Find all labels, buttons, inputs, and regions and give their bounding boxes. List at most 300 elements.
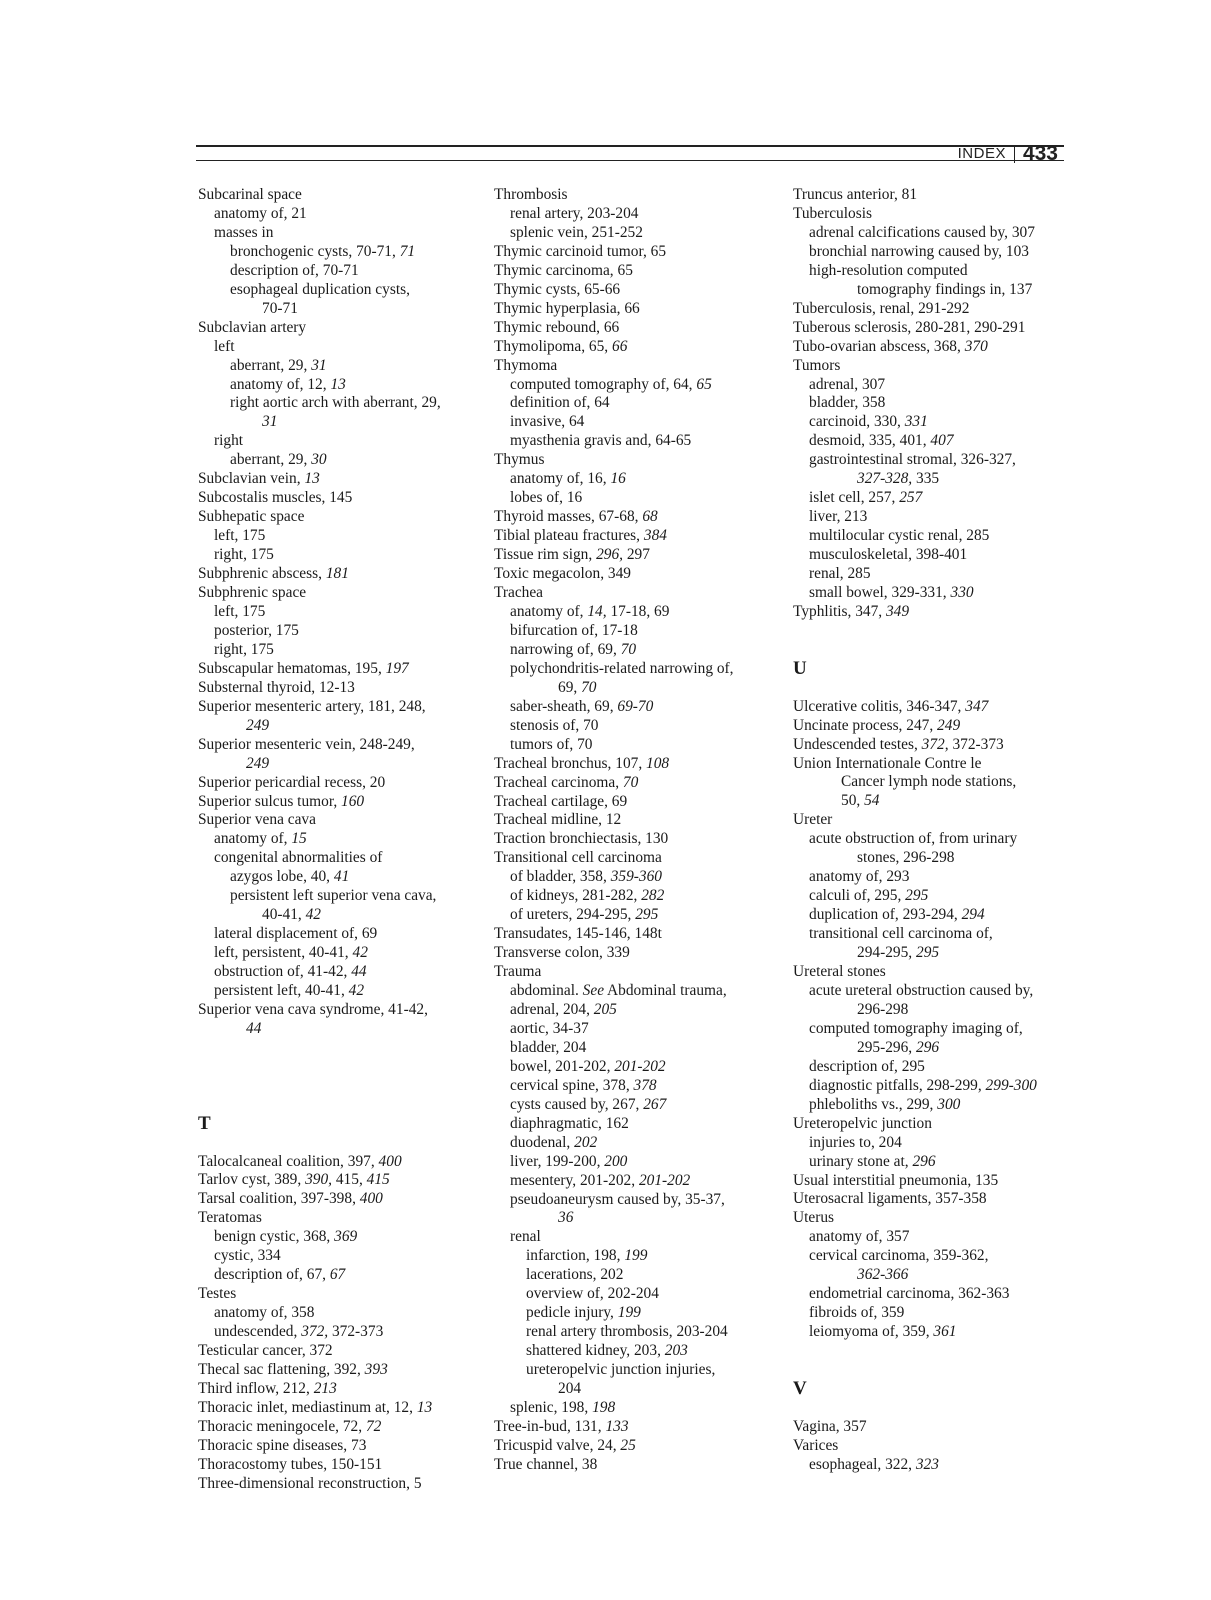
index-entry: [494, 793, 784, 812]
entry-text: Abdominal trauma,: [604, 982, 727, 1000]
entry-text: anatomy of, 357: [809, 1228, 910, 1246]
index-entry: [793, 470, 1083, 489]
index-entry: [494, 1209, 784, 1228]
entry-text: diagnostic pitfalls, 298-299,: [809, 1076, 986, 1094]
entry-text: tomography findings in, 137: [857, 280, 1033, 298]
italic-page-ref: 25: [620, 1436, 636, 1454]
index-entry: [494, 224, 784, 243]
section-letter: T: [198, 1112, 211, 1134]
entry-text: Subclavian artery: [198, 318, 307, 336]
entry-text: Ureteropelvic junction: [793, 1114, 932, 1132]
entry-text: left, persistent, 40-41,: [214, 944, 353, 962]
entry-text: anatomy of, 16,: [510, 470, 611, 488]
entry-text: Ureter: [793, 811, 833, 829]
index-entry: [793, 584, 1083, 603]
italic-page-ref: 68: [642, 508, 658, 526]
italic-page-ref: 370: [964, 337, 988, 355]
index-entry: [494, 811, 784, 830]
italic-page-ref: 359-360: [610, 868, 662, 886]
index-entry: [494, 660, 784, 679]
entry-text: Thecal sac flattening, 392,: [198, 1361, 365, 1378]
index-entry: [198, 811, 490, 830]
index-entry: [793, 849, 1083, 868]
entry-text: Varices: [793, 1436, 839, 1454]
entry-text: Tarlov cyst, 389,: [198, 1171, 306, 1189]
entry-text: cystic, 334: [214, 1247, 281, 1265]
entry-text: Uterosacral ligaments, 357-358: [793, 1190, 987, 1208]
italic-page-ref: 65: [696, 375, 712, 393]
index-entry: [198, 1456, 490, 1475]
entry-text: narrowing of, 69,: [510, 640, 621, 658]
index-entry: [793, 1096, 1083, 1115]
index-entry: [198, 1304, 490, 1323]
entry-text: carcinoid, 330,: [809, 413, 905, 431]
entry-text: Tuberculosis, renal, 291-292: [793, 299, 970, 317]
entry-text: left: [214, 337, 235, 355]
entry-text: Uncinate process, 247,: [793, 716, 938, 734]
entry-text: anatomy of,: [510, 602, 588, 620]
index-entry: [198, 1399, 490, 1418]
index-entry: [198, 584, 490, 603]
index-entry: [494, 565, 784, 584]
entry-text: abdominal.: [510, 982, 583, 1000]
index-entry: [198, 944, 490, 963]
entry-text: persistent left superior vena cava,: [230, 887, 437, 905]
entry-text: Uterus: [793, 1209, 835, 1227]
entry-text: 17-18, 69: [606, 602, 670, 620]
index-entry: [494, 338, 784, 357]
entry-text: Tracheal midline, 12: [494, 811, 622, 829]
index-entry: [793, 1001, 1083, 1020]
index-entry: [494, 1285, 784, 1304]
index-entry: [198, 357, 490, 376]
index-entry: [198, 925, 490, 944]
index-entry: [198, 736, 490, 755]
entry-text: Subscapular hematomas, 195,: [198, 659, 386, 677]
index-entry: [494, 963, 784, 982]
index-entry: [198, 1266, 490, 1285]
entry-text: Thoracic spine diseases, 73: [198, 1436, 367, 1454]
index-entry: [494, 849, 784, 868]
entry-text: transitional cell carcinoma of,: [809, 925, 993, 943]
entry-text: Undescended testes,: [793, 735, 922, 753]
index-entry: [198, 1437, 490, 1456]
entry-text: right aortic arch with aberrant, 29,: [230, 394, 441, 412]
entry-text: computed tomography imaging of,: [809, 1019, 1023, 1037]
index-entry: [793, 432, 1083, 451]
entry-text: Superior sulcus tumor,: [198, 792, 342, 810]
entry-text: Testicular cancer, 372: [198, 1342, 333, 1360]
entry-text: Transverse colon, 339: [494, 944, 630, 962]
index-entry: [793, 944, 1083, 963]
italic-page-ref: 54: [864, 792, 880, 810]
index-entry: [198, 698, 490, 717]
entry-text: Superior mesenteric artery, 181, 248,: [198, 697, 426, 715]
index-entry: [198, 603, 490, 622]
index-entry: [793, 205, 1083, 224]
index-entry: [198, 205, 490, 224]
index-entry: [793, 1228, 1083, 1247]
entry-text: Usual interstitial pneumonia, 135: [793, 1171, 999, 1189]
italic-page-ref: 72: [365, 1417, 382, 1435]
index-entry: [198, 1418, 490, 1437]
entry-text: 69,: [558, 678, 582, 696]
italic-page-ref: 362-366: [857, 1266, 909, 1284]
entry-text: renal, 285: [809, 565, 871, 583]
italic-page-ref: 201-202: [614, 1057, 666, 1075]
entry-text: endometrial carcinoma, 362-363: [809, 1285, 1010, 1303]
entry-text: anatomy of, 21: [214, 204, 307, 222]
italic-page-ref: 31: [262, 413, 278, 431]
index-entry: [793, 1058, 1083, 1077]
index-entry: [793, 1134, 1083, 1153]
entry-text: polychondritis-related narrowing of,: [510, 659, 734, 677]
index-entry: [198, 1247, 490, 1266]
entry-text: of kidneys, 281-282,: [510, 887, 642, 905]
index-entry: [198, 565, 490, 584]
entry-text: 294-295,: [857, 944, 916, 962]
entry-text: Thymic rebound, 66: [494, 318, 620, 336]
index-entry: [494, 546, 784, 565]
index-entry: [793, 1285, 1083, 1304]
index-entry: [793, 1266, 1083, 1285]
index-entry: [793, 792, 1083, 811]
entry-text: Tuberous sclerosis, 280-281, 290-291: [793, 318, 1026, 336]
index-entry: [494, 774, 784, 793]
index-entry: [494, 1418, 784, 1437]
entry-text: aberrant, 29,: [230, 356, 312, 374]
entry-text: desmoid, 335, 401,: [809, 432, 931, 450]
italic-page-ref: 249: [246, 716, 270, 734]
italic-page-ref: 372,: [301, 1323, 329, 1341]
italic-page-ref: 330: [950, 584, 974, 602]
entry-text: benign cystic, 368,: [214, 1228, 335, 1246]
entry-text: Teratomas: [198, 1209, 262, 1227]
index-entry: [494, 925, 784, 944]
index-entry: [494, 1342, 784, 1361]
blank-line: [793, 1361, 1083, 1380]
index-entry: [793, 451, 1083, 470]
entry-text: Tissue rim sign,: [494, 546, 597, 564]
blank-line: [793, 622, 1083, 641]
index-entry: [494, 262, 784, 281]
index-entry: [198, 508, 490, 527]
page-number: 433: [1022, 141, 1058, 165]
entry-text: lacerations, 202: [526, 1266, 624, 1284]
index-entry: [198, 243, 490, 262]
index-entry: [494, 736, 784, 755]
entry-text: Tracheal bronchus, 107,: [494, 754, 647, 772]
index-entry: [198, 394, 490, 413]
entry-text: Talocalcaneal coalition, 397,: [198, 1152, 379, 1170]
entry-text: Transitional cell carcinoma: [494, 849, 662, 867]
italic-page-ref: 213: [313, 1379, 337, 1397]
index-entry: [793, 300, 1083, 319]
index-entry: [198, 376, 490, 395]
index-entry: [494, 698, 784, 717]
index-entry: [793, 698, 1083, 717]
italic-page-ref: 349: [885, 602, 910, 620]
index-entry: [494, 470, 784, 489]
index-entry: [494, 1380, 784, 1399]
index-entry: [494, 1361, 784, 1380]
index-entry: [198, 679, 490, 698]
index-entry: [793, 186, 1083, 205]
italic-page-ref: 361: [933, 1323, 957, 1341]
index-entry: [198, 717, 490, 736]
index-entry: [793, 811, 1083, 830]
index-entry: [793, 1209, 1083, 1228]
index-entry: [494, 1134, 784, 1153]
italic-page-ref: 205: [593, 1000, 617, 1018]
index-entry: [793, 1190, 1083, 1209]
index-entry: [793, 773, 1083, 792]
italic-page-ref: 390,: [305, 1171, 333, 1189]
entry-text: stones, 296-298: [857, 849, 955, 867]
index-entry: [198, 224, 490, 243]
index-entry: [793, 1456, 1083, 1475]
index-entry: [494, 1039, 784, 1058]
index-entry: [494, 1115, 784, 1134]
index-entry: [793, 338, 1083, 357]
entry-text: 40-41,: [262, 906, 306, 924]
blank-line: [793, 1399, 1083, 1418]
index-entry: [793, 281, 1083, 300]
entry-text: 335: [912, 470, 940, 488]
index-entry: [494, 394, 784, 413]
index-entry: [494, 755, 784, 774]
entry-text: Three-dimensional reconstruction, 5: [198, 1474, 422, 1492]
index-entry: [198, 622, 490, 641]
index-entry: [793, 224, 1083, 243]
entry-text: Superior pericardial recess, 20: [198, 773, 386, 791]
index-entry: [494, 1437, 784, 1456]
index-entry: [793, 925, 1083, 944]
italic-page-ref: 36: [558, 1209, 574, 1227]
index-entry: [494, 584, 784, 603]
entry-text: saber-sheath, 69,: [510, 697, 618, 715]
index-entry: [793, 394, 1083, 413]
entry-text: 70-71: [262, 299, 298, 317]
index-entry: [198, 1323, 490, 1342]
entry-text: acute obstruction of, from urinary: [809, 830, 1018, 848]
italic-page-ref: 299-300: [985, 1076, 1037, 1094]
entry-text: 295-296,: [857, 1038, 916, 1056]
entry-text: renal artery, 203-204: [510, 204, 639, 222]
italic-page-ref: 15: [291, 830, 307, 848]
italic-page-ref: 378: [633, 1076, 657, 1094]
index-entry: [494, 527, 784, 546]
index-entry: [198, 186, 490, 205]
entry-text: calculi of, 295,: [809, 887, 906, 905]
entry-text: obstruction of, 41-42,: [214, 963, 352, 981]
italic-page-ref: 160: [341, 792, 365, 810]
entry-text: 415,: [332, 1171, 367, 1189]
entry-text: splenic vein, 251-252: [510, 223, 643, 241]
entry-text: right: [214, 432, 244, 450]
index-entry: [198, 1475, 490, 1494]
italic-page-ref: 415: [366, 1171, 390, 1189]
index-entry: [793, 868, 1083, 887]
index-entry: [494, 489, 784, 508]
index-entry: [494, 1247, 784, 1266]
italic-page-ref: See: [582, 982, 605, 1000]
index-entry: [198, 1342, 490, 1361]
index-entry: [793, 736, 1083, 755]
entry-text: tumors of, 70: [510, 735, 593, 753]
index-entry: [494, 1456, 784, 1475]
index-entry: [793, 717, 1083, 736]
entry-text: bowel, 201-202,: [510, 1057, 615, 1075]
entry-text: bladder, 204: [510, 1038, 587, 1056]
index-entry: [793, 1172, 1083, 1191]
entry-text: 50,: [841, 792, 865, 810]
entry-text: mesentery, 201-202,: [510, 1171, 639, 1189]
entry-text: adrenal, 307: [809, 375, 886, 393]
italic-page-ref: 384: [643, 527, 667, 545]
index-entry: [793, 1115, 1083, 1134]
entry-text: Testes: [198, 1285, 237, 1303]
index-entry: [793, 1153, 1083, 1172]
entry-text: aortic, 34-37: [510, 1019, 589, 1037]
italic-page-ref: 44: [246, 1019, 262, 1037]
index-entry: [198, 906, 490, 925]
entry-text: renal: [510, 1228, 541, 1246]
entry-text: esophageal, 322,: [809, 1455, 916, 1473]
blank-line: [198, 1096, 490, 1115]
index-entry: [793, 319, 1083, 338]
index-entry: [198, 470, 490, 489]
index-entry: [793, 603, 1083, 622]
index-entry: [793, 1039, 1083, 1058]
entry-text: Transudates, 145-146, 148t: [494, 925, 662, 943]
entry-text: azygos lobe, 40,: [230, 868, 334, 886]
italic-page-ref: 393: [364, 1361, 388, 1378]
index-entry: [494, 982, 784, 1001]
italic-page-ref: 300: [937, 1095, 961, 1113]
blank-line: [198, 1039, 490, 1058]
entry-text: Thymic carcinoma, 65: [494, 261, 633, 279]
entry-text: duplication of, 293-294,: [809, 906, 962, 924]
index-entry: [198, 963, 490, 982]
index-entry: [494, 451, 784, 470]
index-entry: [793, 1304, 1083, 1323]
entry-text: bronchogenic cysts, 70-71,: [230, 242, 400, 260]
italic-page-ref: 323: [915, 1455, 939, 1473]
entry-text: Tracheal carcinoma,: [494, 773, 623, 791]
index-entry: [198, 868, 490, 887]
entry-text: Trachea: [494, 584, 544, 602]
index-entry: [494, 1077, 784, 1096]
entry-text: Ulcerative colitis, 346-347,: [793, 697, 966, 715]
entry-text: Thymic hyperplasia, 66: [494, 299, 640, 317]
italic-page-ref: 197: [385, 659, 409, 677]
index-entry: [494, 1266, 784, 1285]
italic-page-ref: 249: [937, 716, 961, 734]
blank-line: [793, 641, 1083, 660]
entry-text: Subhepatic space: [198, 508, 305, 526]
italic-page-ref: 407: [930, 432, 954, 450]
italic-page-ref: 372,: [921, 735, 949, 753]
entry-text: adrenal, 204,: [510, 1000, 594, 1018]
index-entry: [494, 319, 784, 338]
italic-page-ref: 200: [604, 1152, 628, 1170]
entry-text: pseudoaneurysm caused by, 35-37,: [510, 1190, 725, 1208]
index-entry: [198, 849, 490, 868]
entry-text: Tumors: [793, 356, 841, 374]
index-entry: [198, 755, 490, 774]
entry-text: Cancer lymph node stations,: [841, 773, 1017, 791]
entry-text: right, 175: [214, 546, 274, 564]
italic-page-ref: 133: [605, 1417, 629, 1435]
index-entry: [494, 300, 784, 319]
index-entry: [198, 1285, 490, 1304]
italic-page-ref: 295: [635, 906, 659, 924]
index-entry: [793, 262, 1083, 281]
entry-text: cervical spine, 378,: [510, 1076, 634, 1094]
entry-text: myasthenia gravis and, 64-65: [510, 432, 692, 450]
blank-line: [198, 1134, 490, 1153]
index-entry: [198, 413, 490, 432]
italic-page-ref: 295: [916, 944, 940, 962]
italic-page-ref: 369: [334, 1228, 358, 1246]
italic-page-ref: 199: [624, 1247, 648, 1265]
entry-text: Tree-in-bud, 131,: [494, 1417, 606, 1435]
italic-page-ref: 41: [333, 868, 350, 886]
index-entry: [198, 982, 490, 1001]
running-head-title: INDEX: [957, 145, 1006, 162]
entry-text: renal artery thrombosis, 203-204: [526, 1323, 728, 1341]
entry-text: left, 175: [214, 527, 266, 545]
index-entry: [198, 1190, 490, 1209]
entry-text: description of, 295: [809, 1057, 925, 1075]
italic-page-ref: 199: [617, 1304, 641, 1322]
index-entry: [198, 432, 490, 451]
index-entry: [198, 281, 490, 300]
entry-text: bladder, 358: [809, 394, 886, 412]
entry-text: congenital abnormalities of: [214, 849, 383, 867]
entry-text: description of, 67,: [214, 1266, 330, 1284]
italic-page-ref: 70: [622, 773, 639, 791]
index-entry: [793, 830, 1083, 849]
entry-text: fibroids of, 359: [809, 1304, 905, 1322]
index-entry: [494, 1172, 784, 1191]
entry-text: Trauma: [494, 963, 542, 981]
entry-text: 372-373: [328, 1323, 384, 1341]
entry-text: persistent left, 40-41,: [214, 982, 349, 1000]
entry-text: Thymic cysts, 65-66: [494, 280, 621, 298]
index-entry: [494, 1001, 784, 1020]
entry-text: Superior vena cava syndrome, 41-42,: [198, 1000, 428, 1018]
index-entry: [198, 546, 490, 565]
entry-text: 372-373: [948, 735, 1004, 753]
index-entry: [793, 508, 1083, 527]
entry-text: cysts caused by, 267,: [510, 1095, 644, 1113]
index-entry: [793, 565, 1083, 584]
index-entry: [198, 451, 490, 470]
entry-text: liver, 213: [809, 508, 868, 526]
index-entry: [494, 1304, 784, 1323]
entry-text: Thymic carcinoid tumor, 65: [494, 242, 667, 260]
italic-page-ref: 31: [311, 356, 327, 374]
italic-page-ref: 267: [643, 1095, 667, 1113]
entry-text: diaphragmatic, 162: [510, 1114, 629, 1132]
entry-text: Thrombosis: [494, 186, 568, 203]
index-entry: [793, 376, 1083, 395]
index-entry: [198, 1380, 490, 1399]
entry-text: pedicle injury,: [526, 1304, 618, 1322]
italic-page-ref: 331: [904, 413, 928, 431]
